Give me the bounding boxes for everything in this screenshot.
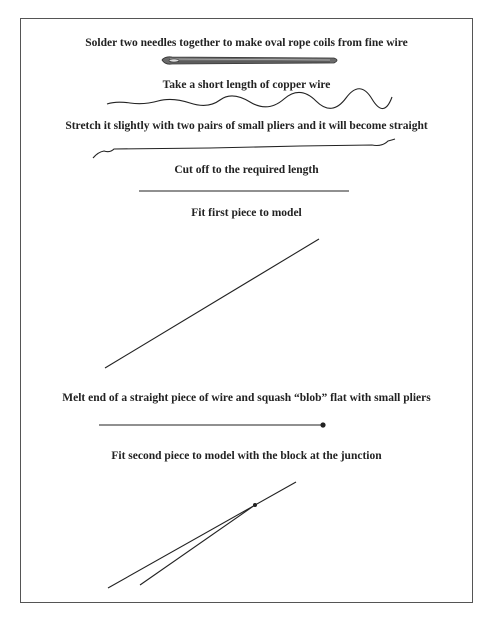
step-1-caption: Solder two needles together to make oval rope coils from fine wire [85,37,408,49]
step-3-caption: Stretch it slightly with two pairs of small pliers and it will become straight [65,120,428,132]
step-5-caption: Fit first piece to model [191,207,302,219]
wire-with-blob-illustration [99,422,326,427]
junction-wires-illustration [108,482,296,588]
step-7-caption: Fit second piece to model with the block at the junction [111,450,382,462]
step-2-caption: Take a short length of copper wire [162,79,331,91]
stretched-wire [93,139,395,158]
wavy-copper-wire [107,89,392,109]
soldered-needles-illustration [162,57,337,64]
junction-block [253,503,257,507]
diagonal-wire [105,239,319,368]
step-4-caption: Cut off to the required length [174,164,319,176]
blob [320,422,325,427]
step-6-caption: Melt end of a straight piece of wire and squash “blob” flat with small pliers [62,392,431,404]
